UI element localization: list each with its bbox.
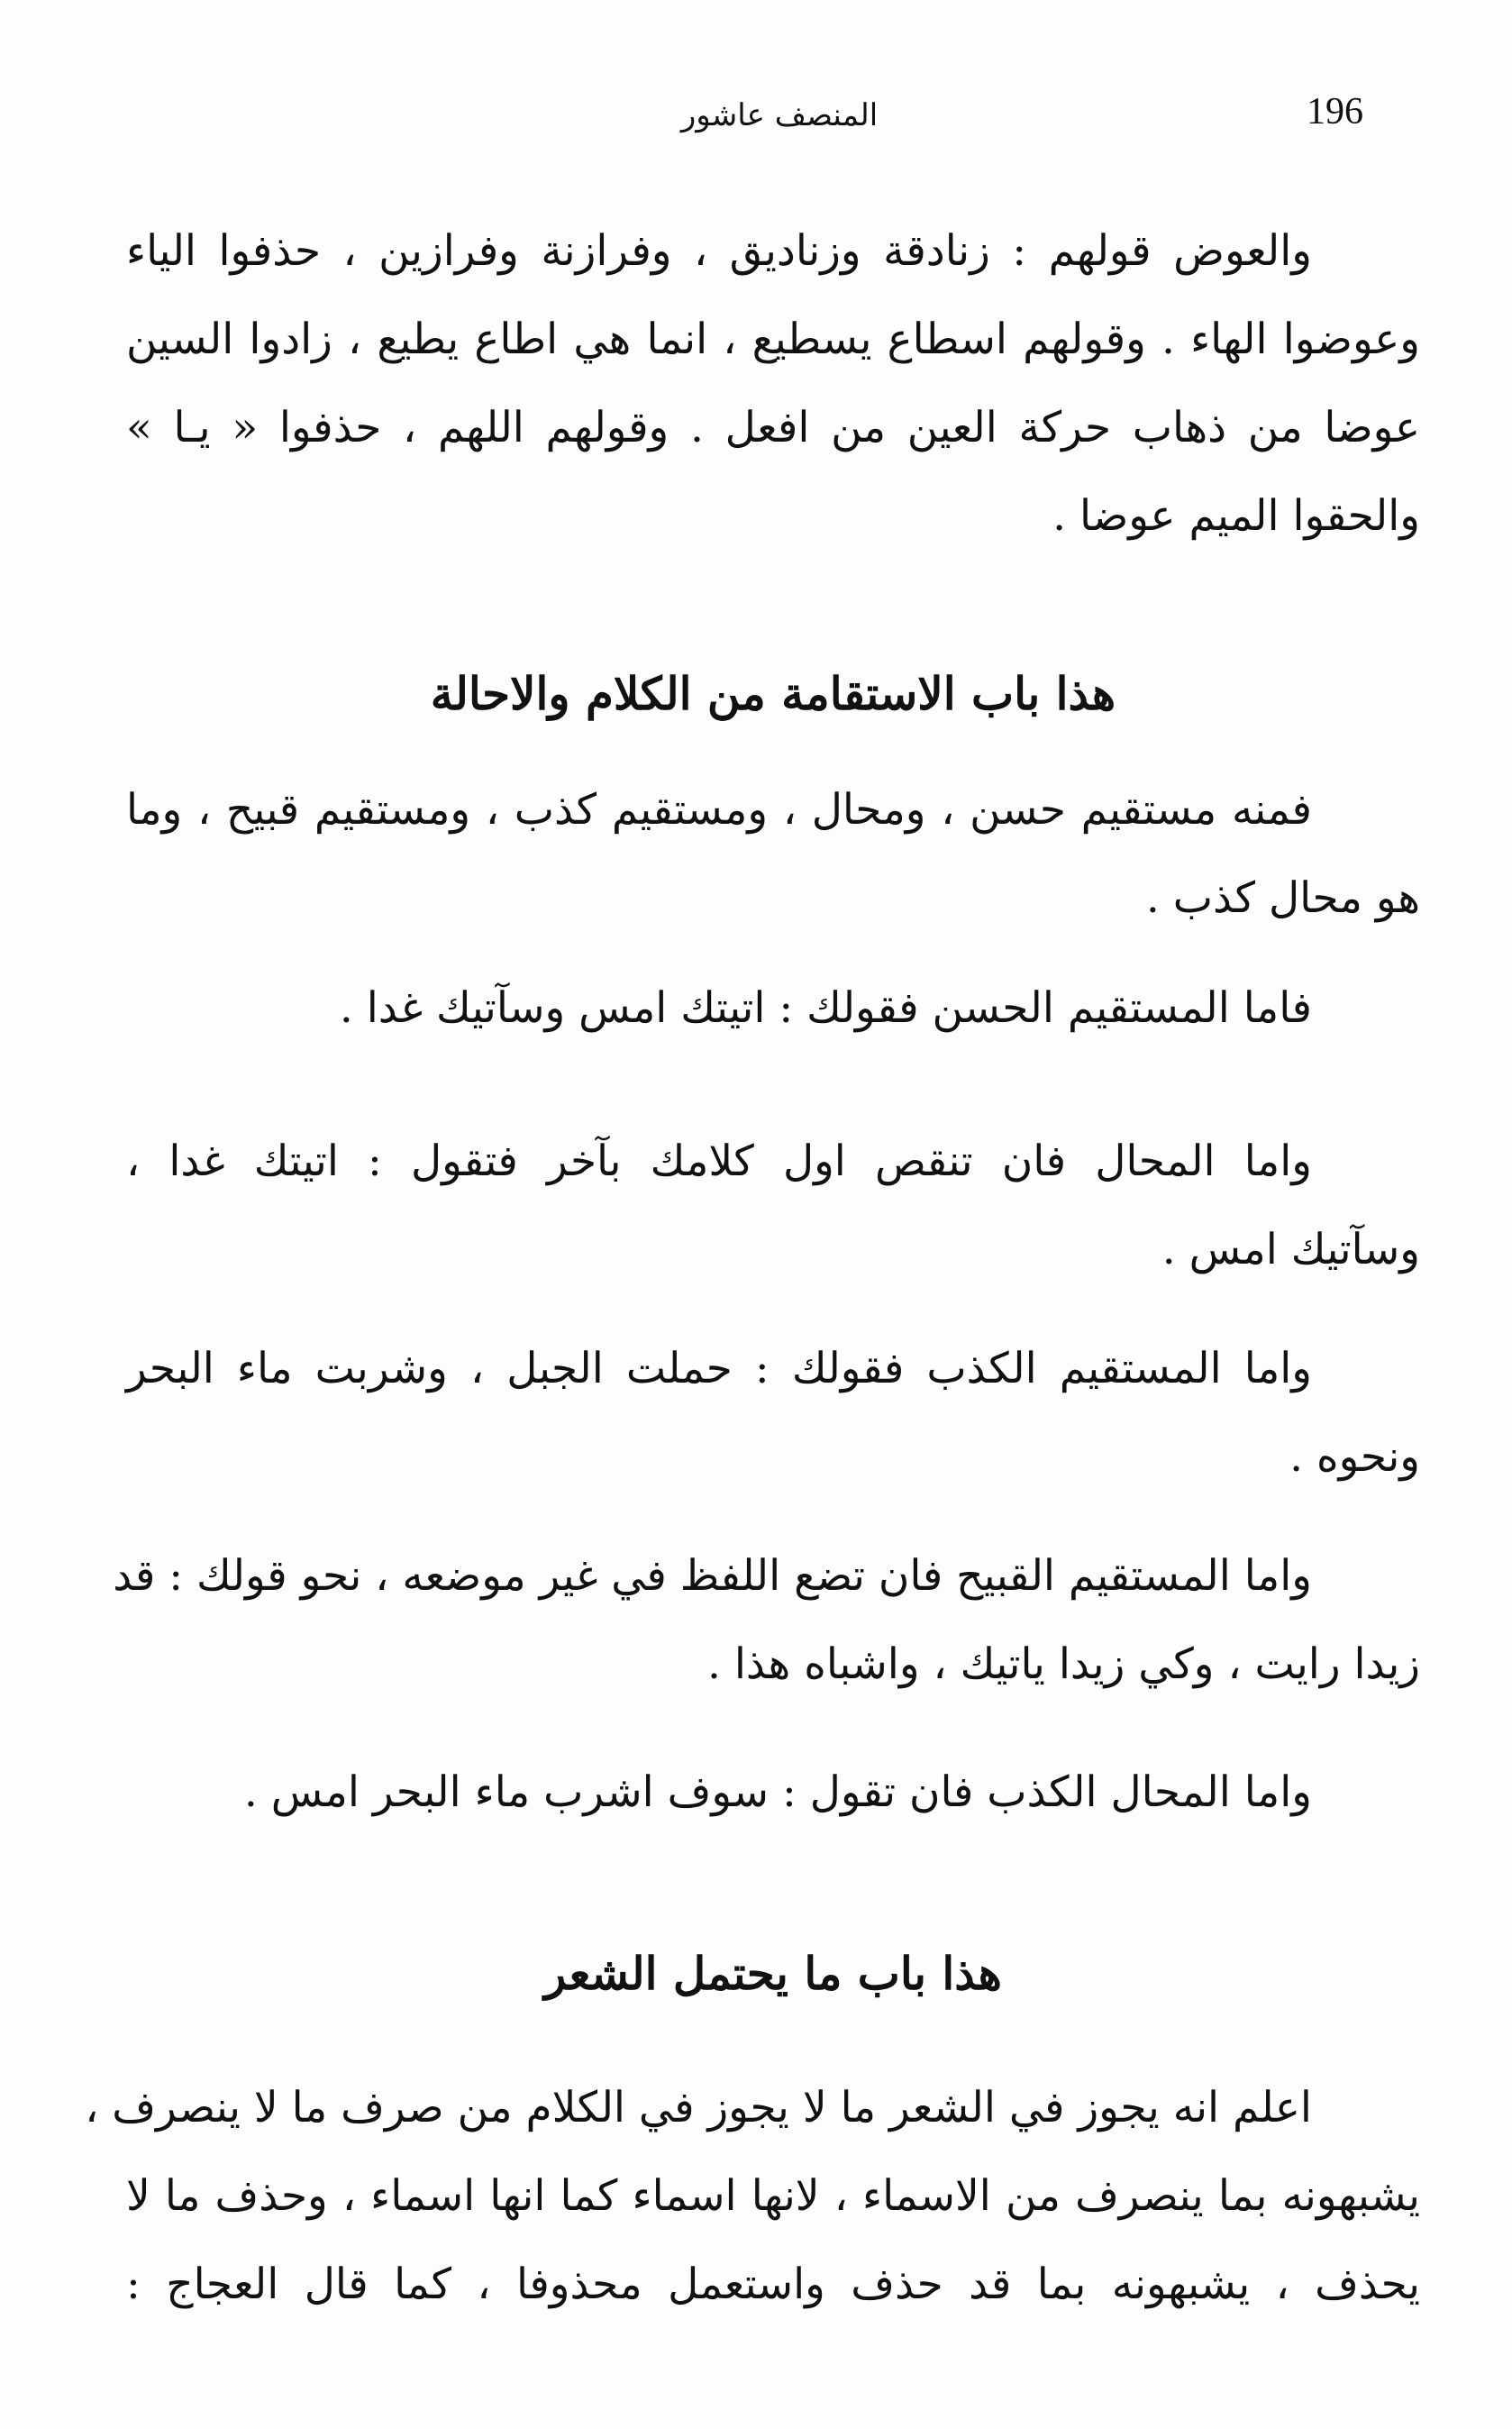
text-line: وعوضوا الهاء . وقولهم اسطاع يسطيع ، انما هي اطاع يطيع ، زادوا السين bbox=[126, 315, 1420, 364]
text-line: يحذف ، يشبهونه بما قد حذف واستعمل محذوفا ، كما قال العجاج : bbox=[126, 2260, 1420, 2309]
text-line: واما المستقيم القبيح فان تضع اللفظ في غير موضعه ، نحو قولك : قد bbox=[113, 1551, 1312, 1601]
text-line: واما المحال الكذب فان تقول : سوف اشرب ماء البحر امس . bbox=[243, 1767, 1312, 1817]
section-heading-istiqama: هذا باب الاستقامة من الكلام والاحالة bbox=[430, 667, 1116, 720]
text-line: والعوض قولهم : زنادقة وزناديق ، وفرازنة وفرازين ، حذفوا الياء bbox=[126, 226, 1312, 276]
section-heading-shir: هذا باب ما يحتمل الشعر bbox=[544, 1947, 1002, 2000]
text-line: عوضا من ذهاب حركة العين من افعل . وقولهم اللهم ، حذفوا « يـا » bbox=[126, 403, 1420, 452]
running-title: المنصف عاشور bbox=[680, 97, 879, 133]
text-line: يشبهونه بما ينصرف من الاسماء ، لانها اسماء كما انها اسماء ، وحذف ما لا bbox=[126, 2171, 1420, 2221]
paragraph bbox=[126, 766, 1420, 943]
text-line: فاما المستقيم الحسن فقولك : اتيتك امس وسآتيك غدا . bbox=[339, 983, 1312, 1033]
paragraph bbox=[126, 1749, 1420, 1837]
text-line: واما المحال فان تنقص اول كلامك بآخر فتقول : اتيتك غدا ، bbox=[126, 1137, 1312, 1186]
paragraph bbox=[85, 2064, 1420, 2329]
text-line: هو محال كذب . bbox=[1145, 873, 1420, 923]
page-number: 196 bbox=[1307, 91, 1363, 132]
text-line: ونحوه . bbox=[1289, 1432, 1420, 1482]
paragraph bbox=[126, 964, 1420, 1053]
text-line: وسآتيك امس . bbox=[1161, 1225, 1420, 1274]
text-line: والحقوا الميم عوضا . bbox=[1052, 491, 1420, 541]
text-line: واما المستقيم الكذب فقولك : حملت الجبل ، وشربت ماء البحر bbox=[126, 1344, 1312, 1393]
paragraph bbox=[126, 1118, 1420, 1294]
paragraph bbox=[126, 1325, 1420, 1502]
intro-paragraph bbox=[126, 207, 1420, 561]
paragraph bbox=[113, 1532, 1420, 1709]
text-line: اعلم انه يجوز في الشعر ما لا يجوز في الكلام من صرف ما لا ينصرف ، bbox=[85, 2083, 1312, 2132]
text-line: فمنه مستقيم حسن ، ومحال ، ومستقيم كذب ، ومستقيم قبيح ، وما bbox=[126, 785, 1312, 835]
text-line: زيدا رايت ، وكي زيدا ياتيك ، واشباه هذا . bbox=[706, 1639, 1420, 1689]
